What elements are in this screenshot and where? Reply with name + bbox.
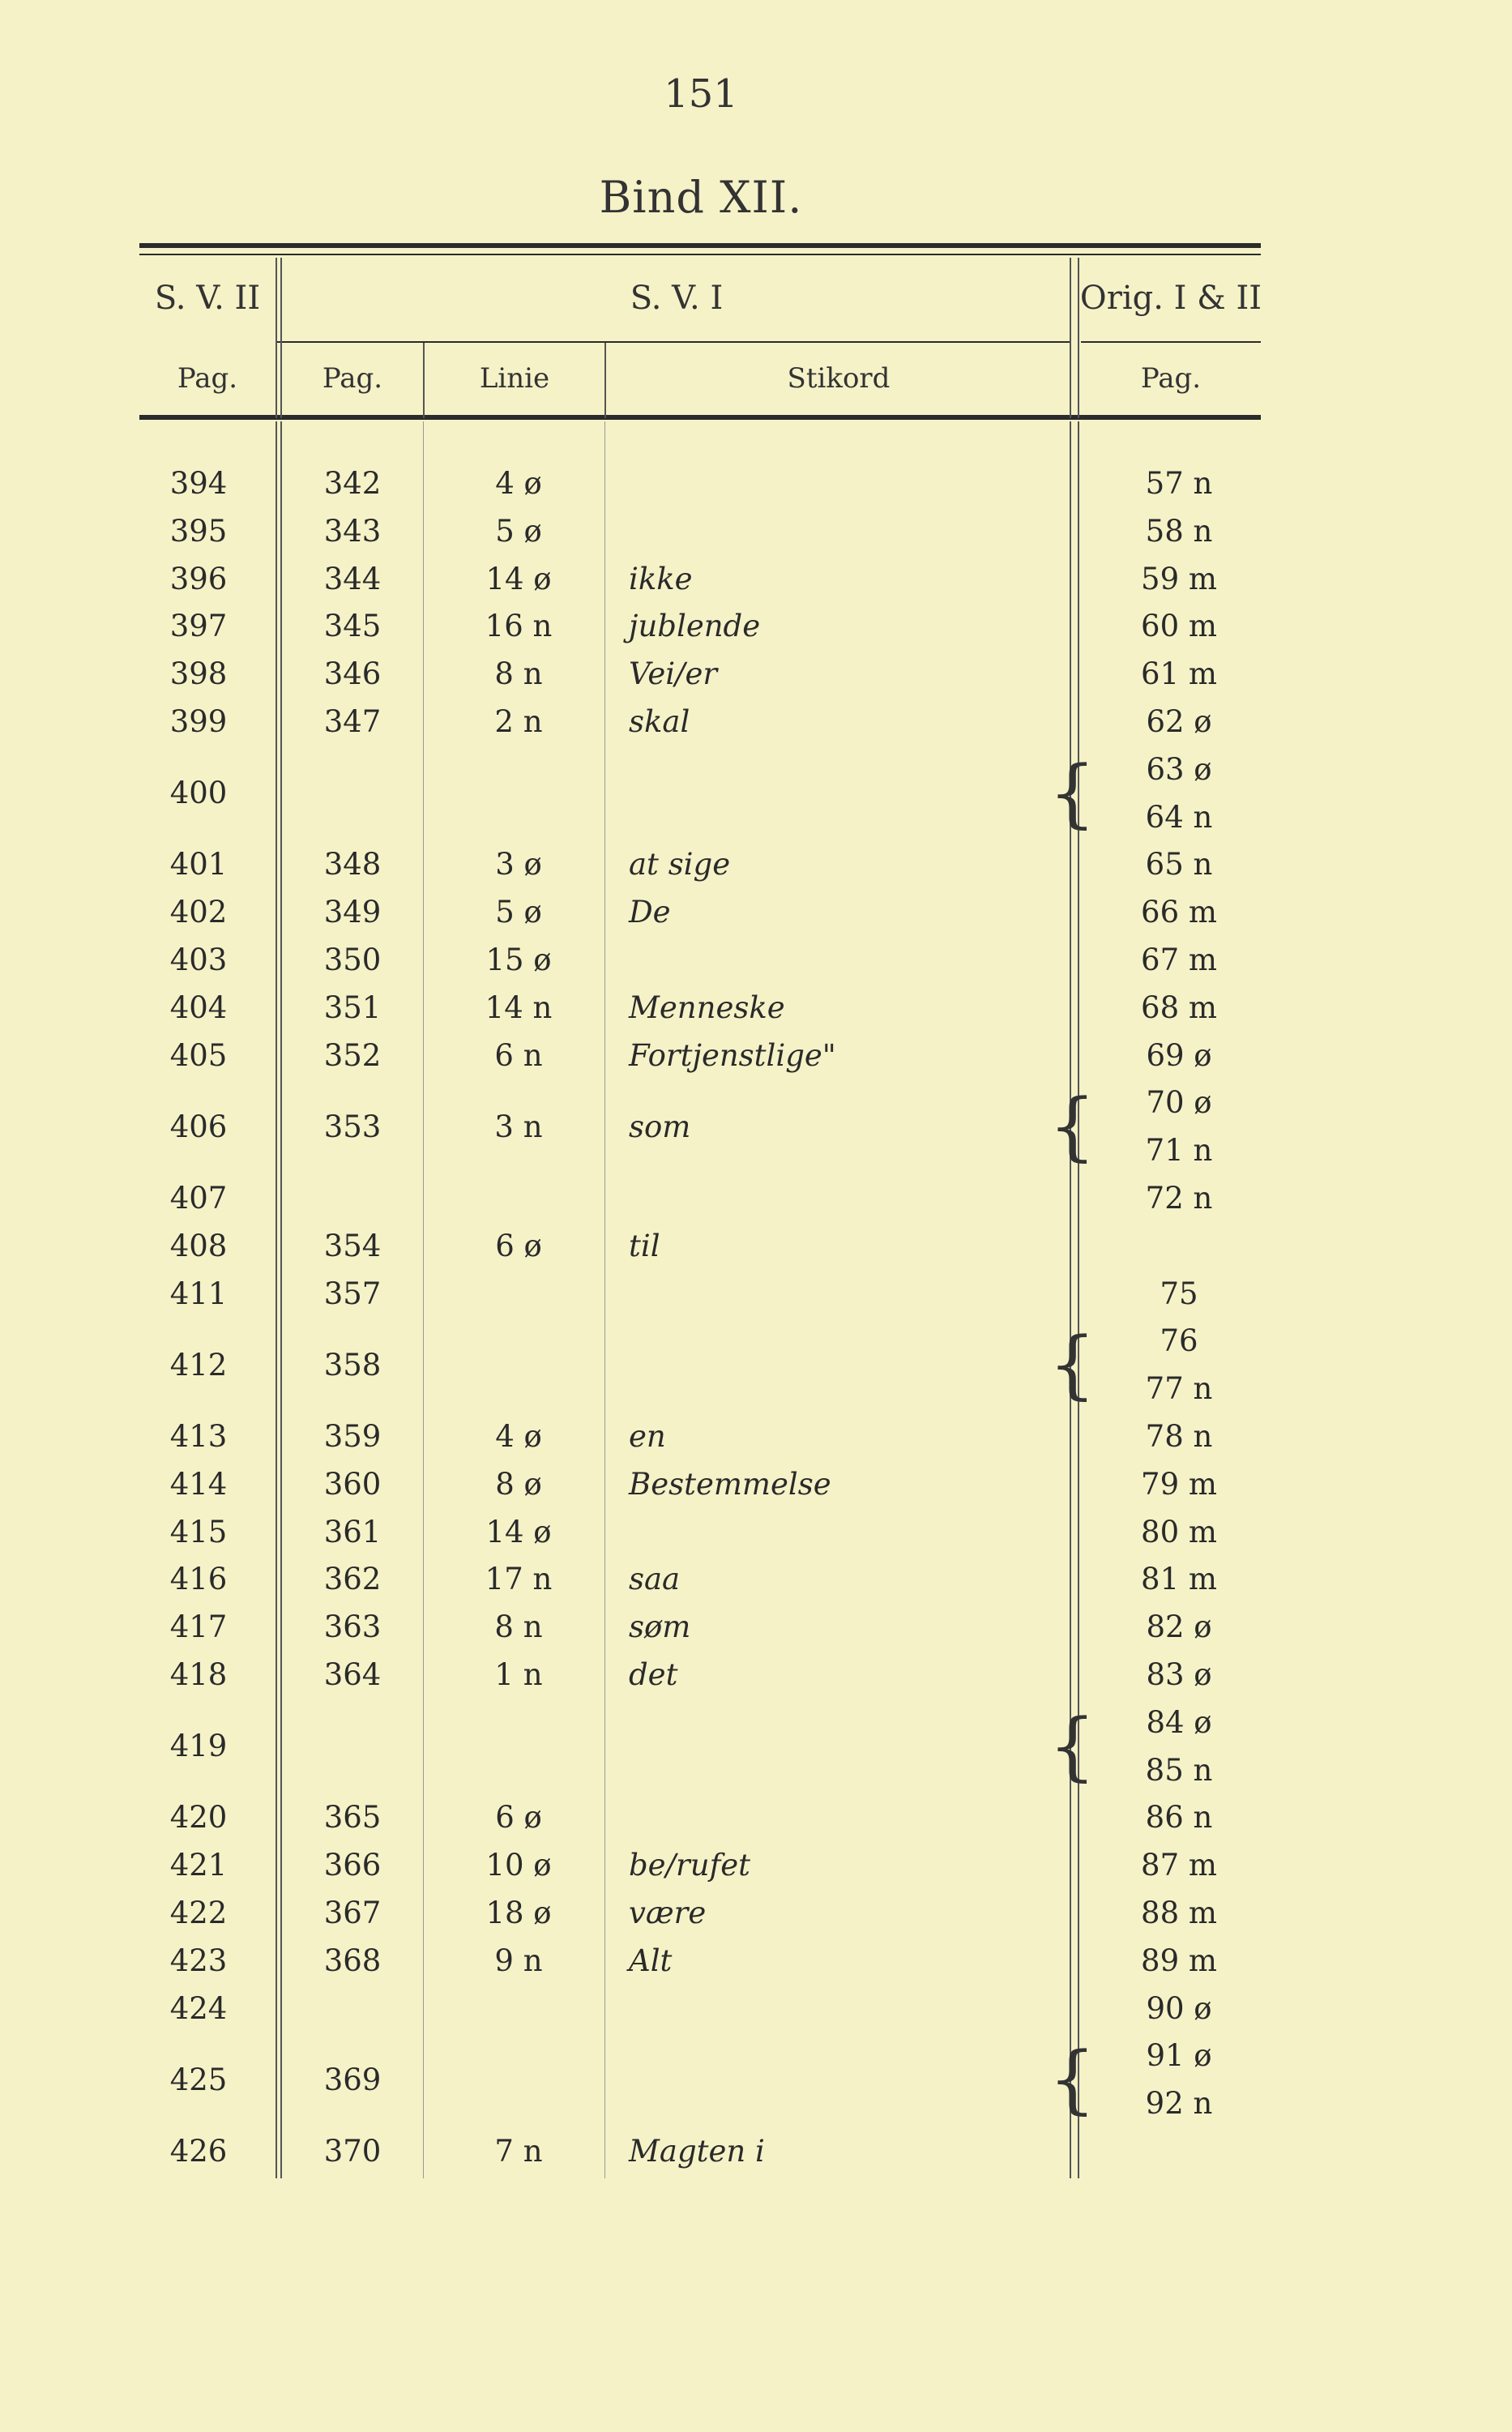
- cell-linie: 6 n: [494, 1037, 543, 1073]
- cell-sv1-pag: 360: [323, 1466, 382, 1502]
- cell-sv1-pag: 344: [323, 561, 382, 596]
- cell-sv2-pag: 399: [169, 704, 228, 739]
- header-mid-rule-right: [1081, 341, 1261, 343]
- cell-linie: 5 ø: [495, 895, 542, 930]
- cell-orig-pag: 61 m: [1141, 656, 1217, 692]
- brace-icon: {: [1049, 1702, 1096, 1789]
- table-row: [0, 1985, 1512, 2033]
- cell-stikord: som: [629, 1109, 691, 1144]
- cell-sv2-pag: 412: [169, 1347, 228, 1383]
- cell-sv1-pag: 368: [323, 1943, 382, 1978]
- table-row: [0, 1604, 1512, 1652]
- cell-sv2-pag: 415: [169, 1514, 228, 1549]
- table-row: [0, 1938, 1512, 1985]
- brace-icon: {: [1049, 749, 1096, 836]
- subheader-pag-orig: Pag.: [1140, 362, 1202, 395]
- cell-sv2-pag: 403: [169, 942, 228, 977]
- cell-orig-pag: 76: [1160, 1323, 1198, 1359]
- cell-sv2-pag: 426: [169, 2134, 228, 2169]
- cell-linie: 14 ø: [485, 561, 552, 596]
- cell-sv2-pag: 418: [169, 1657, 228, 1692]
- cell-sv2-pag: 402: [169, 895, 228, 930]
- cell-linie: 2 n: [494, 704, 543, 739]
- page-title: Bind XII.: [599, 172, 803, 223]
- cell-linie: 8 n: [494, 656, 543, 692]
- cell-sv1-pag: 365: [323, 1800, 382, 1836]
- subheader-linie: Linie: [479, 362, 550, 395]
- cell-linie: 6 ø: [495, 1800, 542, 1836]
- cell-orig-pag: 63 ø: [1146, 751, 1212, 787]
- cell-sv2-pag: 424: [169, 1990, 228, 2026]
- cell-sv1-pag: 346: [323, 656, 382, 692]
- subheader-pag-sv1: Pag.: [322, 362, 383, 395]
- table-row: [0, 1509, 1512, 1557]
- cell-sv2-pag: 416: [169, 1562, 228, 1597]
- cell-stikord: være: [629, 1896, 707, 1930]
- cell-orig-pag: 91 ø: [1146, 2038, 1212, 2074]
- column-divider: [1070, 258, 1071, 418]
- cell-orig-pag: 57 n: [1145, 466, 1213, 501]
- brace-icon: {: [1049, 1083, 1096, 1170]
- cell-orig-pag: 60 m: [1141, 609, 1217, 644]
- cell-sv1-pag: 353: [323, 1109, 382, 1144]
- table-row: [0, 746, 1512, 842]
- table-row: [0, 937, 1512, 985]
- cell-sv1-pag: 342: [323, 466, 382, 501]
- cell-sv2-pag: 408: [169, 1228, 228, 1263]
- cell-orig-pag-second: 92 n: [1145, 2086, 1213, 2122]
- cell-orig-pag: 90 ø: [1146, 1990, 1212, 2026]
- cell-stikord: ikke: [629, 561, 693, 596]
- cell-linie: 6 ø: [495, 1228, 542, 1263]
- page-number: 151: [664, 71, 738, 117]
- cell-sv1-pag: 369: [323, 2062, 382, 2097]
- cell-linie: 3 ø: [495, 847, 542, 883]
- cell-sv1-pag: 345: [323, 609, 382, 644]
- cell-orig-pag: 89 m: [1141, 1943, 1217, 1978]
- cell-orig-pag: 82 ø: [1146, 1609, 1212, 1645]
- cell-orig-pag: 79 m: [1141, 1466, 1217, 1502]
- cell-linie: 7 n: [494, 2134, 543, 2169]
- header-sv2: S. V. II: [154, 280, 261, 317]
- cell-orig-pag: 70 ø: [1146, 1085, 1212, 1121]
- cell-orig-pag: 88 m: [1141, 1896, 1217, 1930]
- cell-orig-pag: 58 n: [1145, 513, 1213, 549]
- subheader-pag-sv2: Pag.: [177, 362, 238, 395]
- header-sv1: S. V. I: [630, 280, 724, 317]
- cell-linie: 16 n: [485, 609, 553, 644]
- table-row: [0, 1032, 1512, 1080]
- cell-sv1-pag: 349: [323, 895, 382, 930]
- table-row: [0, 1652, 1512, 1699]
- cell-orig-pag-second: 64 n: [1145, 799, 1213, 835]
- cell-sv2-pag: 425: [169, 2062, 228, 2097]
- top-rule-thick: [139, 243, 1261, 248]
- cell-sv2-pag: 400: [169, 776, 228, 811]
- cell-orig-pag: 81 m: [1141, 1562, 1217, 1597]
- cell-orig-pag: 87 m: [1141, 1848, 1217, 1883]
- cell-sv2-pag: 398: [169, 656, 228, 692]
- table-row: [0, 1842, 1512, 1890]
- table-row: [0, 2032, 1512, 2128]
- column-divider: [1078, 258, 1079, 418]
- cell-sv2-pag: 411: [169, 1276, 228, 1311]
- cell-orig-pag: 86 n: [1145, 1800, 1213, 1836]
- cell-stikord: saa: [629, 1562, 681, 1597]
- cell-sv1-pag: 364: [323, 1657, 382, 1692]
- cell-sv1-pag: 362: [323, 1562, 382, 1597]
- column-divider: [275, 258, 277, 418]
- table-row: [0, 2128, 1512, 2176]
- cell-sv2-pag: 414: [169, 1466, 228, 1502]
- cell-linie: 14 n: [485, 989, 553, 1025]
- brace-icon: {: [1049, 2036, 1096, 2123]
- cell-linie: 15 ø: [485, 942, 552, 977]
- cell-stikord: det: [629, 1657, 678, 1692]
- cell-stikord: søm: [629, 1609, 691, 1645]
- cell-sv2-pag: 404: [169, 989, 228, 1025]
- cell-orig-pag: 62 ø: [1146, 704, 1212, 739]
- header-mid-rule: [277, 341, 1070, 343]
- cell-sv1-pag: 366: [323, 1848, 382, 1883]
- cell-stikord: Vei/er: [629, 656, 718, 692]
- header-orig: Orig. I & II: [1079, 280, 1262, 317]
- cell-sv1-pag: 352: [323, 1037, 382, 1073]
- cell-sv2-pag: 422: [169, 1896, 228, 1930]
- column-divider: [423, 343, 425, 418]
- cell-sv2-pag: 423: [169, 1943, 228, 1978]
- cell-orig-pag: 69 ø: [1146, 1037, 1212, 1073]
- cell-sv1-pag: 354: [323, 1228, 382, 1263]
- top-rule-thin: [139, 254, 1261, 255]
- cell-sv2-pag: 396: [169, 561, 228, 596]
- cell-sv1-pag: 370: [323, 2134, 382, 2169]
- table-row: [0, 1079, 1512, 1175]
- cell-sv2-pag: 421: [169, 1848, 228, 1883]
- cell-stikord: at sige: [629, 847, 731, 883]
- cell-orig-pag: 67 m: [1141, 942, 1217, 977]
- cell-linie: 14 ø: [485, 1514, 552, 1549]
- cell-sv1-pag: 361: [323, 1514, 382, 1549]
- cell-linie: 10 ø: [485, 1848, 552, 1883]
- cell-sv2-pag: 406: [169, 1109, 228, 1144]
- table-row: [0, 556, 1512, 604]
- table-row: [0, 1461, 1512, 1509]
- cell-sv2-pag: 420: [169, 1800, 228, 1836]
- cell-sv2-pag: 395: [169, 513, 228, 549]
- cell-stikord: Fortjenstlige": [629, 1037, 836, 1073]
- column-divider: [604, 343, 606, 418]
- cell-stikord: til: [629, 1228, 660, 1263]
- cell-orig-pag: 72 n: [1145, 1181, 1213, 1216]
- table-row: [0, 1318, 1512, 1413]
- cell-orig-pag: 84 ø: [1146, 1704, 1212, 1740]
- cell-orig-pag: 78 n: [1145, 1419, 1213, 1454]
- header-bottom-rule: [139, 415, 1261, 420]
- cell-orig-pag: 68 m: [1141, 989, 1217, 1025]
- cell-sv1-pag: 351: [323, 989, 382, 1025]
- column-divider: [280, 258, 282, 418]
- cell-stikord: Alt: [629, 1943, 673, 1978]
- cell-linie: 4 ø: [495, 1419, 542, 1454]
- subheader-stikord: Stikord: [787, 362, 891, 395]
- cell-sv1-pag: 343: [323, 513, 382, 549]
- cell-linie: 1 n: [494, 1657, 543, 1692]
- cell-sv1-pag: 367: [323, 1896, 382, 1930]
- cell-stikord: Menneske: [629, 989, 785, 1025]
- cell-linie: 17 n: [485, 1562, 553, 1597]
- table-row: [0, 1413, 1512, 1461]
- cell-orig-pag-second: 71 n: [1145, 1133, 1213, 1169]
- table-row: [0, 1794, 1512, 1842]
- cell-sv2-pag: 417: [169, 1609, 228, 1645]
- table-row: [0, 651, 1512, 699]
- cell-orig-pag: 66 m: [1141, 895, 1217, 930]
- cell-linie: 3 n: [494, 1109, 543, 1144]
- cell-sv2-pag: 394: [169, 466, 228, 501]
- cell-linie: 18 ø: [485, 1896, 552, 1930]
- table-row: [0, 1890, 1512, 1938]
- cell-orig-pag-second: 77 n: [1145, 1371, 1213, 1407]
- cell-sv2-pag: 419: [169, 1729, 228, 1764]
- table-row: [0, 1271, 1512, 1319]
- cell-sv2-pag: 413: [169, 1419, 228, 1454]
- cell-stikord: skal: [629, 704, 690, 739]
- table-row: [0, 508, 1512, 556]
- cell-sv1-pag: 359: [323, 1419, 382, 1454]
- cell-linie: 8 n: [494, 1609, 543, 1645]
- cell-orig-pag: 59 m: [1141, 561, 1217, 596]
- cell-linie: 8 ø: [495, 1466, 542, 1502]
- cell-orig-pag: 75: [1160, 1276, 1198, 1311]
- table-row: [0, 889, 1512, 937]
- cell-sv1-pag: 363: [323, 1609, 382, 1645]
- cell-orig-pag: 65 n: [1145, 847, 1213, 883]
- cell-linie: 5 ø: [495, 513, 542, 549]
- cell-sv2-pag: 401: [169, 847, 228, 883]
- cell-linie: 4 ø: [495, 466, 542, 501]
- cell-sv1-pag: 358: [323, 1347, 382, 1383]
- table-row: [0, 460, 1512, 508]
- table-row: [0, 1556, 1512, 1604]
- cell-sv1-pag: 348: [323, 847, 382, 883]
- cell-orig-pag: 80 m: [1141, 1514, 1217, 1549]
- cell-sv1-pag: 347: [323, 704, 382, 739]
- table-row: [0, 1699, 1512, 1795]
- cell-orig-pag-second: 85 n: [1145, 1752, 1213, 1788]
- cell-sv2-pag: 407: [169, 1181, 228, 1216]
- cell-stikord: De: [629, 895, 671, 930]
- cell-stikord: jublende: [629, 609, 761, 644]
- cell-sv2-pag: 405: [169, 1037, 228, 1073]
- table-row: [0, 699, 1512, 746]
- table-row: [0, 1223, 1512, 1271]
- cell-stikord: en: [629, 1419, 666, 1454]
- table-row: [0, 1175, 1512, 1223]
- cell-sv1-pag: 350: [323, 942, 382, 977]
- cell-stikord: Magten i: [629, 2134, 765, 2169]
- brace-icon: {: [1049, 1321, 1096, 1408]
- cell-stikord: Bestemmelse: [629, 1466, 831, 1502]
- cell-sv2-pag: 397: [169, 609, 228, 644]
- cell-sv1-pag: 357: [323, 1276, 382, 1311]
- cell-orig-pag: 83 ø: [1146, 1657, 1212, 1692]
- table-row: [0, 985, 1512, 1032]
- table-row: [0, 841, 1512, 889]
- cell-linie: 9 n: [494, 1943, 543, 1978]
- table-row: [0, 603, 1512, 651]
- cell-stikord: be/rufet: [629, 1848, 751, 1883]
